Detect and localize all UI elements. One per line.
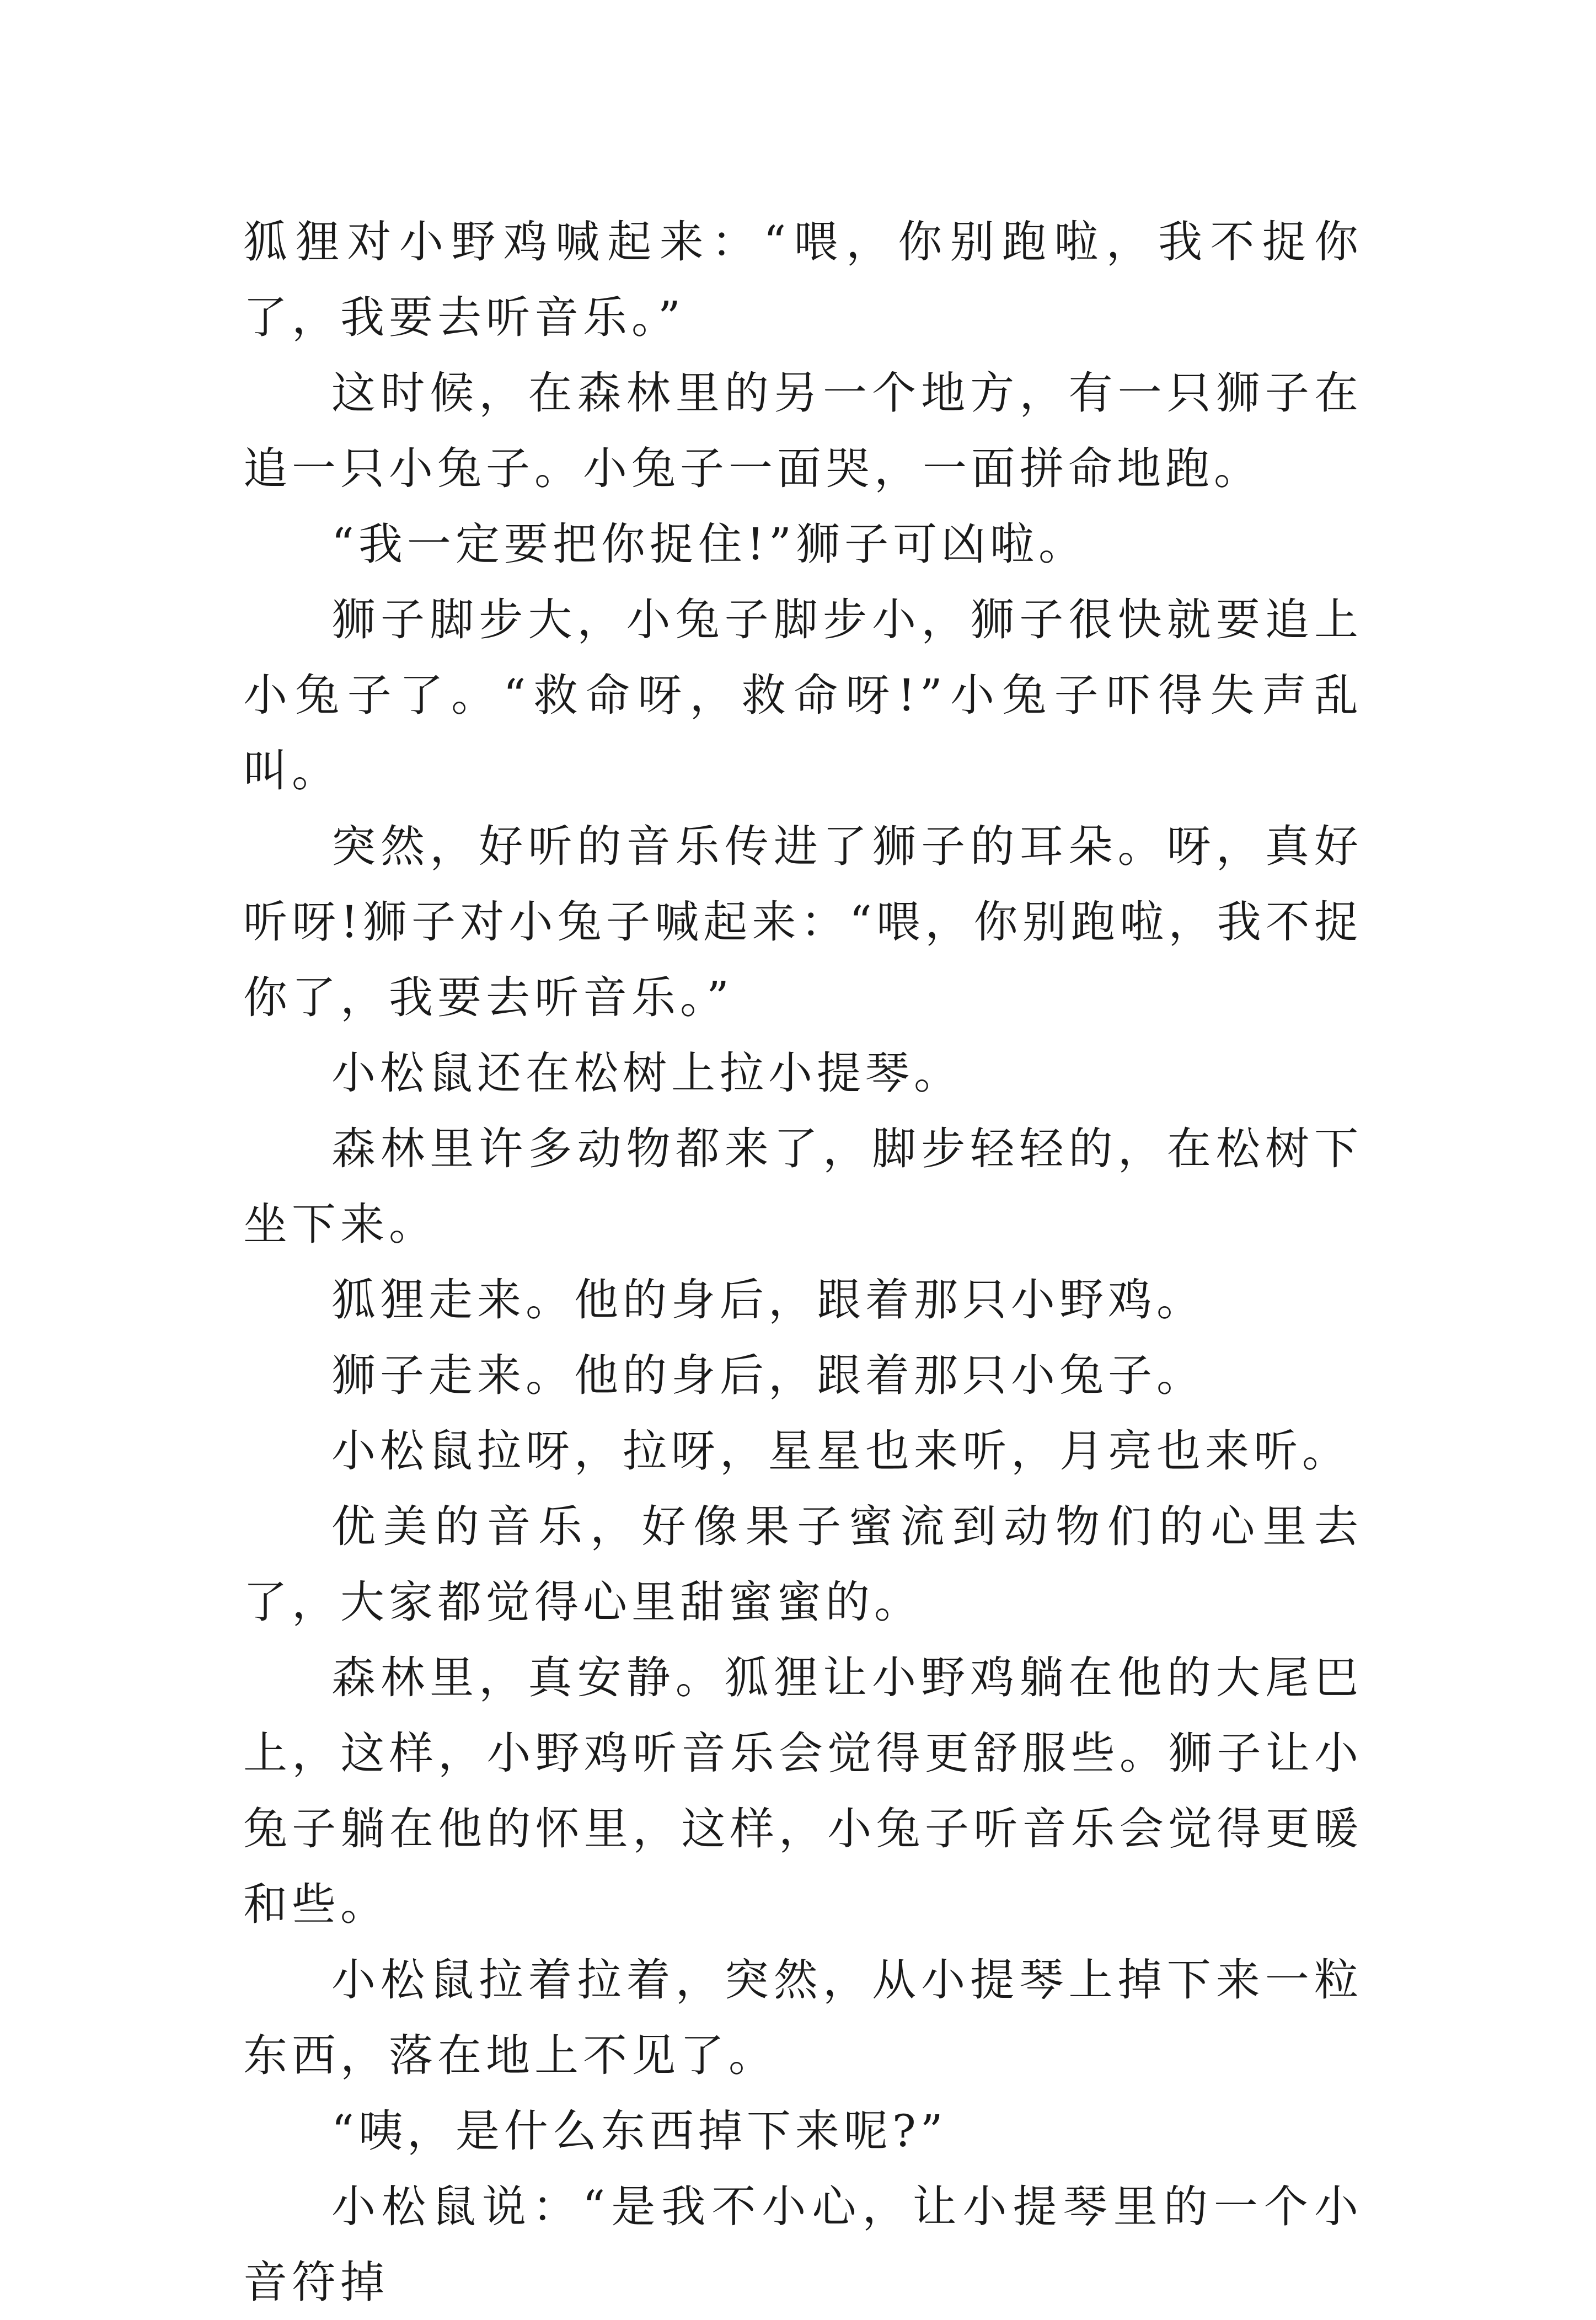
paragraph: “咦，是什么东西掉下来呢?”: [331, 2105, 947, 2157]
paragraph: 狐狸走来。他的身后，跟着那只小野鸡。: [331, 1274, 1205, 1325]
paragraph: “我一定要把你捉住!”狮子可凶啦。: [331, 518, 1087, 570]
paragraph: 小松鼠还在松树上拉小提琴。: [331, 1047, 962, 1099]
paragraph: 突然，好听的音乐传进了狮子的耳朵。呀，真好听呀!狮子对小兔子喊起来：“喂，你别跑啦，我不捉你了，我要去听音乐。”: [243, 821, 1363, 1023]
paragraph: 优美的音乐，好像果子蜜流到动物们的心里去了，大家都觉得心里甜蜜蜜的。: [243, 1501, 1363, 1628]
paragraph: 小松鼠拉呀，拉呀，星星也来听，月亮也来听。: [331, 1425, 1351, 1477]
paragraph: 小松鼠说：“是我不小心，让小提琴里的一个小音符掉: [243, 2181, 1363, 2308]
paragraph: 这时候，在森林里的另一个地方，有一只狮子在追一只小兔子。小兔子一面哭，一面拼命地跑。: [243, 367, 1363, 494]
paragraph: 森林里，真安静。狐狸让小野鸡躺在他的大尾巴上，这样，小野鸡听音乐会觉得更舒服些。狮子让小兔子躺在他的怀里，这样，小兔子听音乐会觉得更暖和些。: [243, 1652, 1363, 1930]
paragraph: 小松鼠拉着拉着，突然，从小提琴上掉下来一粒东西，落在地上不见了。: [243, 1954, 1363, 2081]
paragraph: 狮子脚步大，小兔子脚步小，狮子很快就要追上小兔子了。“救命呀，救命呀!”小兔子吓得失声乱叫。: [243, 594, 1363, 797]
paragraph: 森林里许多动物都来了，脚步轻轻的，在松树下坐下来。: [243, 1123, 1363, 1250]
paragraph: 狐狸对小野鸡喊起来：“喂，你别跑啦，我不捉你了，我要去听音乐。”: [243, 216, 1363, 343]
paragraph: 狮子走来。他的身后，跟着那只小兔子。: [331, 1350, 1205, 1401]
body-text: [243, 204, 1363, 2320]
